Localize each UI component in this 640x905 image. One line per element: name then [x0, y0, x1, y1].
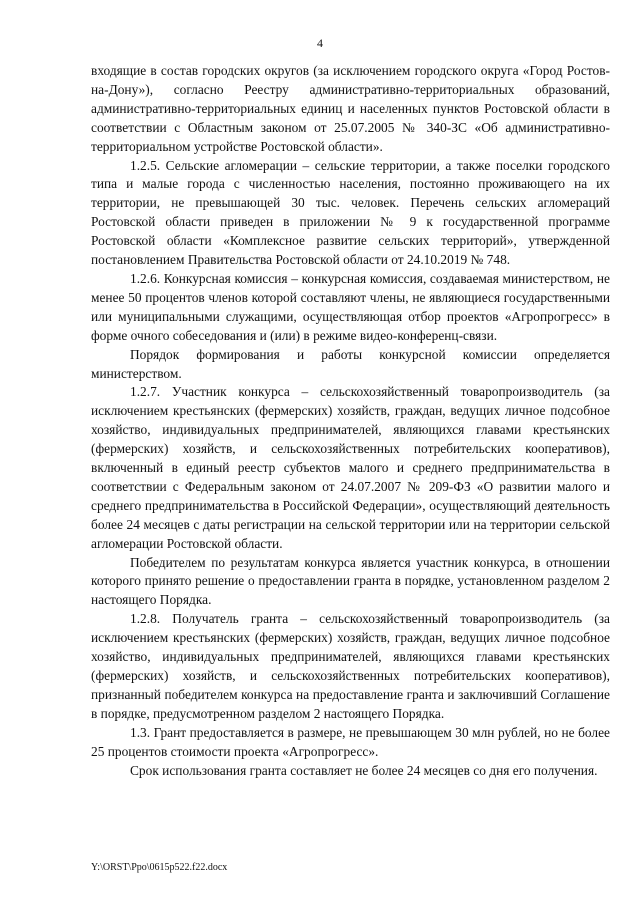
paragraph-continuation: входящие в состав городских округов (за исключением городского округа «Город Ростов-на-Дону»), согласно Реестру административно-территориальных образований, административно-территориальных единиц и населенных пунктов Ростовской области в соответствии с Областным законом от 25.07.2005 № 340-ЗС «Об административно-территориальном устройстве Ростовской области».: [91, 63, 610, 154]
page-number: 4: [317, 36, 323, 50]
paragraph-commission-procedure: Порядок формирования и работы конкурсной комиссии определяется министерством.: [91, 346, 610, 381]
paragraph-1-2-6: 1.2.6. Конкурсная комиссия – конкурсная комиссия, создаваемая министерством, не менее 50 процентов членов которой составляют члены, не являющиеся государственными или муниципальными служащими, осуществляющая отбор проектов «Агропрогресс» в форме очного собеседования и (или) в режиме видео-конференц-связи.: [91, 270, 610, 343]
paragraph-1-2-8: 1.2.8. Получатель гранта – сельскохозяйственный товаропроизводитель (за исключением крестьянских (фермерских) хозяйств, граждан, ведущих личное подсобное хозяйство, индивидуальных предпринимателей, являющихся главами крестьянских (фермерских) хозяйств, и сельскохозяйственных потребительских кооперативов), признанный победителем конкурса на предоставление гранта и заключивший Соглашение в порядке, предусмотренном разделом 2 настоящего Порядка.: [91, 611, 610, 721]
document-body: [91, 62, 610, 780]
paragraph-grant-term: Срок использования гранта составляет не более 24 месяцев со дня его получения.: [130, 762, 598, 778]
paragraph-1-3: 1.3. Грант предоставляется в размере, не превышающем 30 млн рублей, но не более 25 процентов стоимости проекта «Агропрогресс».: [91, 724, 610, 759]
footer-file-path: Y:\ORST\Ppo\0615p522.f22.docx: [91, 862, 228, 873]
paragraph-1-2-5: 1.2.5. Сельские агломерации – сельские территории, а также поселки городского типа и малые города с численностью населения, постоянно проживающего на их территории, не превышающей 30 тыс. человек. Перечень сельских агломераций Ростовской области приведен в приложении № 9 к государственной программе Ростовской области «Комплексное развитие сельских территорий», утвержденной постановлением Правительства Ростовской области от 24.10.2019 № 748.: [91, 157, 610, 268]
paragraph-winner-definition: Победителем по результатам конкурса является участник конкурса, в отношении которого принято решение о предоставлении гранта в порядке, установленном разделом 2 настоящего Порядка.: [91, 554, 610, 608]
paragraph-1-2-7: 1.2.7. Участник конкурса – сельскохозяйственный товаропроизводитель (за исключением крестьянских (фермерских) хозяйств, граждан, ведущих личное подсобное хозяйство, индивидуальных предпринимателей, являющихся главами крестьянских (фермерских) хозяйств, и сельскохозяйственных потребительских кооперативов), включенный в единый реестр субъектов малого и среднего предпринимательства в соответствии с Федеральным законом от 24.07.2007 № 209-ФЗ «О развитии малого и среднего предпринимательства в Российской Федерации», осуществляющий деятельность более 24 месяцев с даты регистрации на сельской территории или на территории сельской агломерации Ростовской области.: [91, 384, 610, 551]
